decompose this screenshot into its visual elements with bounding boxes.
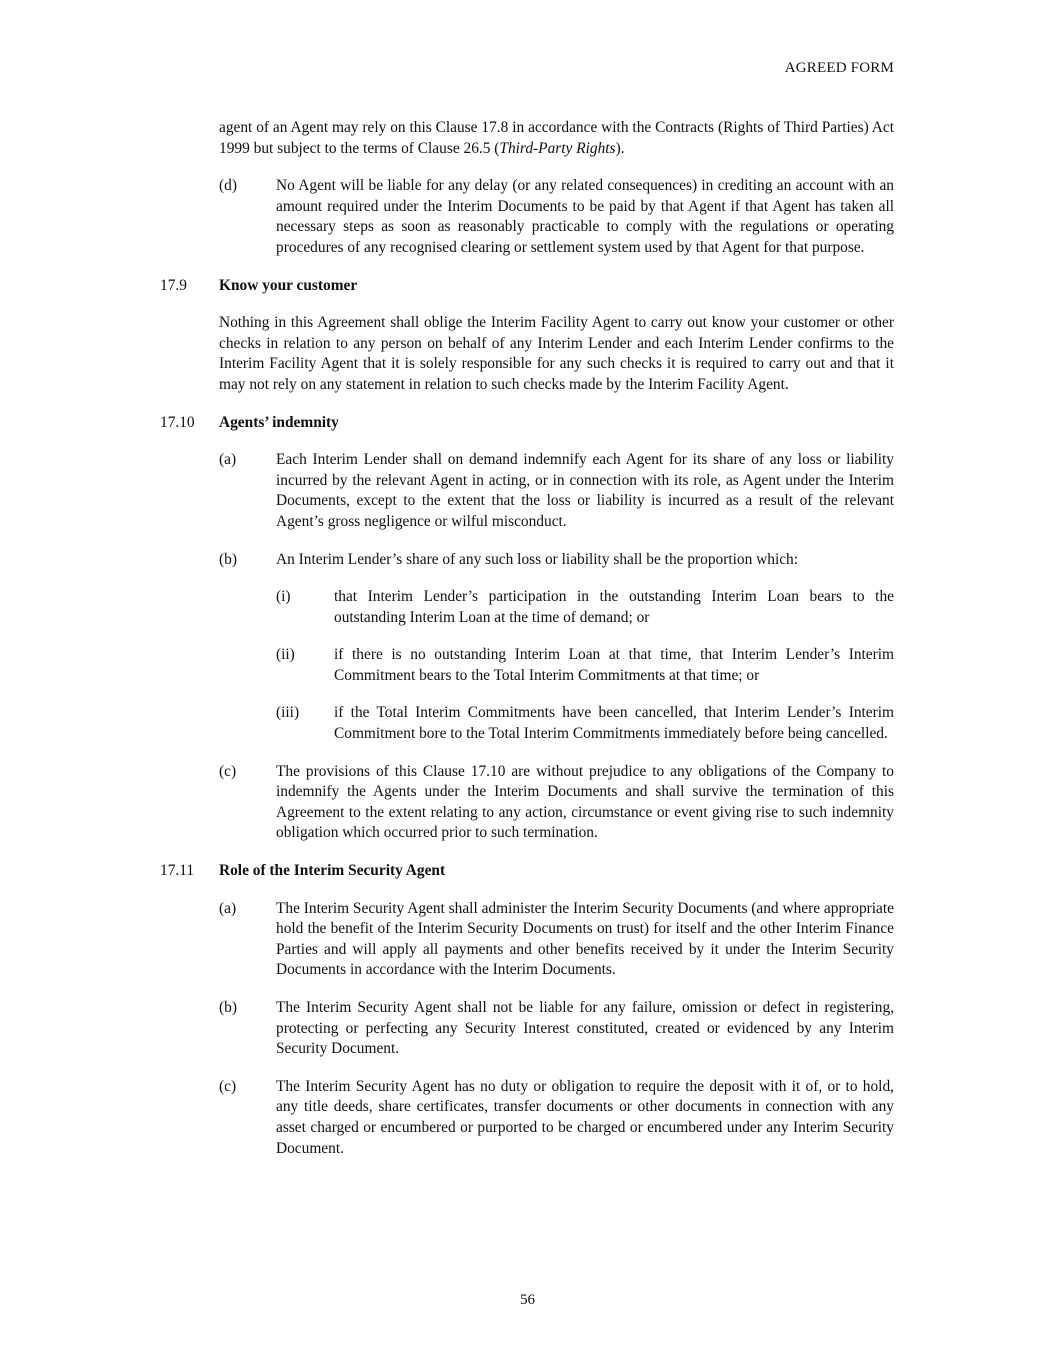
clause-number: 17.9 xyxy=(160,276,187,294)
subparagraph-text: if there is no outstanding Interim Loan at that time, that Interim Lender’s Interim Commitment bears to the Total Interim Commitments at that time; or xyxy=(334,646,894,684)
clause-title: Role of the Interim Security Agent xyxy=(219,862,446,880)
clause-17-10-b-iii xyxy=(276,703,894,744)
subparagraph-label: (iii) xyxy=(276,704,300,722)
continuation-text-before: agent of an Agent may rely on this Clause 17.8 in accordance with the Contracts (Rights of Third Parties) Act 1999 but subject to the terms of Clause 26.5 ( xyxy=(219,119,894,157)
subparagraph-text: if the Total Interim Commitments have been cancelled, that Interim Lender’s Interim Commitment bore to the Total Interim Commitments immediately before being cancelled. xyxy=(334,704,894,743)
paragraph-label: (c) xyxy=(219,1077,237,1095)
clause-17-11-a xyxy=(219,899,894,981)
page-header: AGREED FORM xyxy=(784,60,894,76)
page-number: 56 xyxy=(520,1292,535,1308)
clause-17-11-b xyxy=(219,998,894,1060)
paragraph-label: (b) xyxy=(219,999,237,1016)
continuation-italic: Third-Party Rights xyxy=(499,139,616,157)
clause-title: Know your customer xyxy=(219,276,358,294)
clause-number: 17.10 xyxy=(160,413,195,431)
document-body xyxy=(160,118,894,1176)
paragraph-label: (d) xyxy=(219,177,237,195)
paragraph-text: Each Interim Lender shall on demand indemnify each Agent for its share of any loss or liability incurred by the relevant Agent in acting, or in connection with its role, as Agent under the Interim Documents, except to the extent that the loss or liability is incurred as a result of the relevant Agent’s gross negligence or wilful misconduct. xyxy=(276,451,894,530)
continuation-text-after: ). xyxy=(615,139,625,157)
paragraph-text: An Interim Lender’s share of any such loss or liability shall be the proportion which: xyxy=(276,550,799,568)
continuation-paragraph xyxy=(219,118,894,159)
paragraph-text: No Agent will be liable for any delay (or any related consequences) in crediting an account with an amount required under the Interim Documents to be paid by that Agent if that Agent has taken all necessary steps as soon as reasonably practicable to comply with the regulations or operating procedures of any recognised clearing or settlement system used by that Agent for that purpose. xyxy=(276,177,894,256)
clause-17-10-b-i xyxy=(276,587,894,628)
paragraph-text: The Interim Security Agent has no duty or obligation to require the deposit with it of, or to hold, any title deeds, share certificates, transfer documents or other documents in connection with any asset charged or encumbered or purported to be charged or encumbered under any Interim Security Document. xyxy=(276,1077,894,1157)
paragraph-text: The provisions of this Clause 17.10 are without prejudice to any obligations of the Company to indemnify the Agents under the Interim Documents and shall survive the termination of this Agreement to the extent relating to any action, circumstance or event giving rise to such indemnity obligation which occurred prior to such termination. xyxy=(276,762,894,842)
clause-17-10-heading xyxy=(160,413,894,434)
paragraph-label: (a) xyxy=(219,451,237,469)
paragraph-label: (c) xyxy=(219,762,237,780)
clause-17-9-text: Nothing in this Agreement shall oblige the Interim Facility Agent to carry out know your customer or other checks in relation to any person on behalf of any Interim Lender and each Interim Lender confirms to the Interim Facility Agent that it is solely responsible for any such checks it is required to carry out and that it may not rely on any statement in relation to such checks made by the Interim Facility Agent. xyxy=(219,314,894,393)
clause-title: Agents’ indemnity xyxy=(219,413,339,431)
clause-17-10-b-ii xyxy=(276,645,894,686)
clause-number: 17.11 xyxy=(160,862,195,880)
subparagraph-label: (ii) xyxy=(276,646,295,664)
clause-17-9-heading xyxy=(160,276,894,297)
clause-17-10-a xyxy=(219,450,894,532)
paragraph-label: (a) xyxy=(219,899,237,917)
subparagraph-text: that Interim Lender’s participation in the outstanding Interim Loan bears to the outstanding Interim Loan at the time of demand; or xyxy=(334,588,894,626)
clause-17-11-heading xyxy=(160,861,894,882)
clause-17-10-c xyxy=(219,762,894,844)
paragraph-label: (b) xyxy=(219,550,237,568)
paragraph-text: The Interim Security Agent shall not be liable for any failure, omission or defect in registering, protecting or perfecting any Security Interest constituted, created or evidenced by any Interim Security Document. xyxy=(276,999,894,1058)
clause-17-10-b xyxy=(219,550,894,571)
clause-17-11-c xyxy=(219,1077,894,1159)
paragraph-text: The Interim Security Agent shall administer the Interim Security Documents (and where appropriate hold the benefit of the Interim Security Documents on trust) for itself and the other Interim Finance Parties and will apply all payments and other benefits received by it under the Interim Security Documents in accordance with the Interim Documents. xyxy=(276,899,894,979)
subparagraph-label: (i) xyxy=(276,588,291,606)
clause-17-8-d xyxy=(219,176,894,258)
